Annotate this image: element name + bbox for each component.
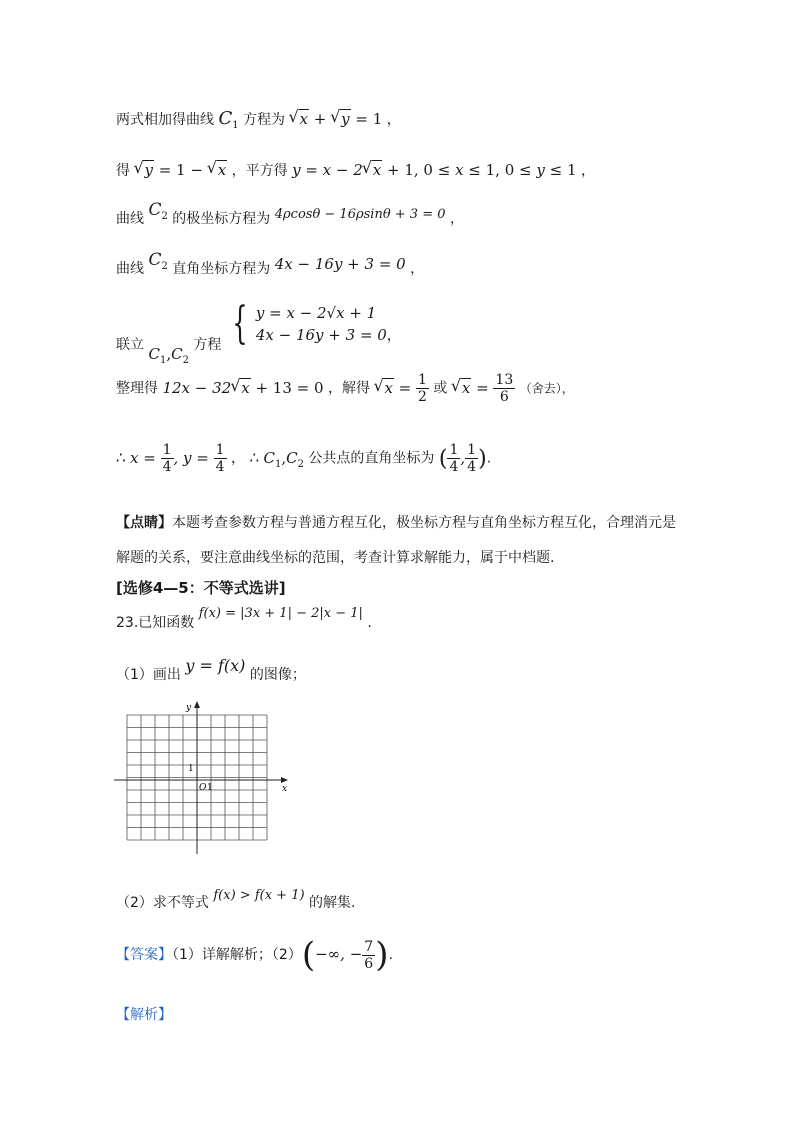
equation: √ x + √ y = 1: [290, 110, 383, 128]
text: 两式相加得曲线: [116, 112, 214, 128]
equation-system: { y = x − 2√x + 1 4x − 16y + 3 = 0，: [232, 298, 401, 349]
coordinate-grid: [112, 700, 292, 856]
answer-tag: 【答案】: [116, 947, 172, 963]
y-axis-label: y: [186, 703, 192, 713]
text: 的图像；: [249, 667, 306, 683]
equation: y = f(x): [185, 656, 246, 675]
text: 曲线: [116, 211, 144, 227]
equation: √ y = 1 − √ x: [134, 161, 227, 179]
system-row-2: 4x − 16y + 3 = 0，: [255, 326, 401, 344]
equation: f(x) = |3x + 1| − 2|x − 1|: [198, 606, 363, 621]
text: 方程为: [243, 112, 286, 128]
text: .: [388, 947, 393, 963]
x-unit-label: 1: [207, 783, 213, 793]
text: ，: [410, 261, 425, 277]
x-axis-label: x: [282, 784, 288, 794]
comment-text: 解题的关系，要注意曲线坐标的范围，考查计算求解能力，属于中档题.: [116, 550, 555, 566]
line-solve: [116, 372, 574, 405]
equation: 4x − 16y + 3 = 0: [274, 255, 406, 273]
origin-label: O: [199, 783, 207, 793]
symbol-c2: $C_2$: [148, 250, 168, 272]
text: 整理得: [116, 380, 158, 397]
equation: 12x − 32√ x + 13 = 0: [162, 379, 323, 397]
answer-interval: (−∞, − $\frac{7}{6}$ ): [301, 935, 389, 975]
equation: f(x) > f(x + 1): [213, 888, 305, 903]
text: （2）求不等式: [116, 895, 209, 911]
text: [选修4—5：不等式选讲]: [116, 579, 286, 597]
text: .: [367, 615, 372, 631]
result-x: x = $\frac{1}{4}$: [130, 442, 172, 475]
line-result: [116, 442, 491, 475]
symbol-c1: $C_1$: [218, 108, 239, 131]
intersection-point: ( $\frac{1}{4}$ , $\frac{1}{4}$ ): [438, 442, 487, 475]
comment-tag: 【点睛】: [116, 515, 172, 531]
solution-2: √ x = $\frac{13}{6}$: [452, 379, 515, 397]
text: 方程: [193, 336, 222, 353]
text: ，平方得: [231, 163, 288, 179]
text: ，: [386, 112, 401, 128]
text: 的极坐标方程为: [172, 211, 271, 227]
section-heading: [116, 577, 286, 598]
comment-text: 本题考查参数方程与普通方程互化，极坐标方程与直角坐标方程互化，合理消元是: [172, 515, 676, 531]
answer-line: [116, 935, 393, 975]
result-y: , y = $\frac{1}{4}$: [173, 442, 225, 475]
comment-line-1: [116, 512, 676, 532]
y-unit-label: 1: [188, 764, 194, 774]
question-part-1: [116, 656, 306, 684]
symbol-c1-c2: $C_1,C_2$: [148, 344, 189, 366]
text: （舍去），: [519, 381, 574, 396]
text: 或: [433, 380, 448, 397]
line-system: [116, 298, 401, 366]
text: 联立: [116, 336, 144, 353]
system-row-1: y = x − 2√x + 1: [255, 304, 377, 322]
text: 23.已知函数: [116, 615, 195, 631]
text: （1）详解解析；（2）: [172, 947, 302, 963]
analysis-tag: 【解析】: [116, 1007, 172, 1023]
line-curve-c1: [116, 108, 401, 131]
line-cartesian: [116, 250, 425, 280]
equation: 4ρcosθ − 16ρsinθ + 3 = 0: [274, 207, 446, 222]
text: ，: [580, 163, 595, 179]
question-23: [116, 606, 372, 632]
text: .: [486, 450, 492, 467]
text: 得: [116, 163, 130, 179]
solution-1: √ x = $\frac{1}{2}$: [374, 379, 429, 397]
symbol-c1-c2: $C_1,C_2$: [263, 448, 304, 470]
symbol-c2: $C_2$: [148, 200, 168, 222]
text: 公共点的直角坐标为: [308, 450, 435, 467]
comment-line-2: [116, 547, 554, 567]
text: 的解集.: [309, 895, 356, 911]
line-square: [116, 160, 595, 180]
text: ，: [449, 211, 464, 227]
analysis-line: [116, 1004, 172, 1024]
question-part-2: [116, 888, 356, 912]
text: ，解得: [327, 380, 370, 397]
text: （1）画出: [116, 667, 181, 683]
therefore-symbol: ∴: [249, 448, 260, 467]
text: ，: [231, 450, 246, 467]
text: 直角坐标方程为: [172, 261, 271, 277]
equation: y = x − 2√ x + 1, 0 ≤ x ≤ 1, 0 ≤ y ≤ 1: [292, 161, 576, 179]
text: 曲线: [116, 261, 144, 277]
therefore-symbol: ∴: [116, 448, 126, 467]
line-polar: [116, 200, 464, 230]
